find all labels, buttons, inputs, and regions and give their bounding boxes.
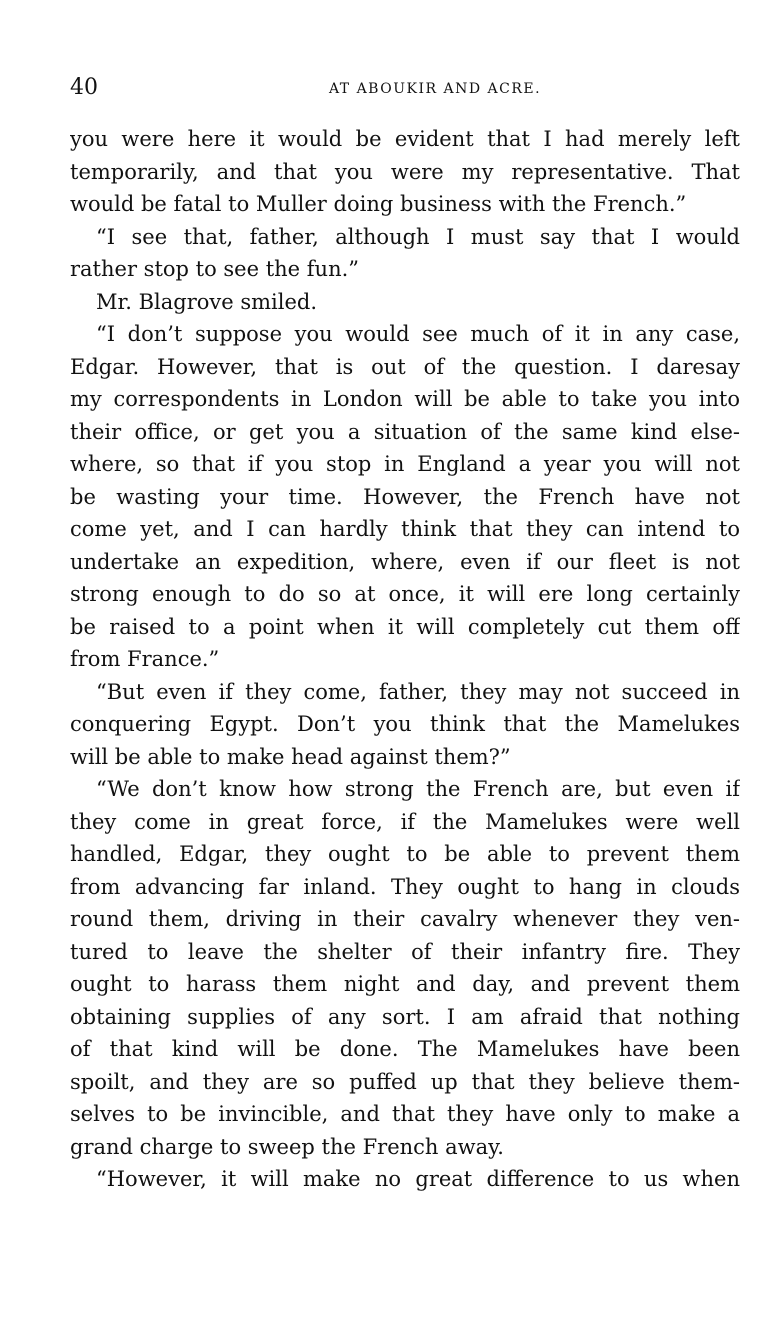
- text-line: my correspondents in London will be able to take you into: [70, 387, 740, 411]
- text-line: obtaining supplies of any sort. I am afraid that nothing: [70, 1004, 740, 1029]
- text-line: Mr. Blagrove smiled.: [96, 289, 318, 314]
- text-line: would be fatal to Muller doing business with the French.”: [70, 192, 687, 216]
- page-number: 40: [70, 75, 98, 100]
- text-line: Edgar. However, that is out of the question. I daresay: [70, 354, 740, 379]
- text-line: come yet, and I can hardly think that they can intend to: [70, 517, 740, 541]
- text-line: where, so that if you stop in England a year you will not: [70, 452, 740, 476]
- body-text: [70, 123, 740, 1196]
- text-line: round them, driving in their cavalry whenever they ven-: [70, 907, 740, 931]
- text-line: of that kind will be done. The Mamelukes have been: [70, 1037, 740, 1061]
- text-line: from advancing far inland. They ought to hang in clouds: [70, 874, 740, 899]
- text-line: handled, Edgar, they ought to be able to prevent them: [70, 842, 740, 866]
- text-line: rather stop to see the fun.”: [70, 257, 360, 281]
- text-line: grand charge to sweep the French away.: [70, 1134, 504, 1159]
- text-line: “However, it will make no great difference to us when: [96, 1167, 740, 1191]
- text-line: temporarily, and that you were my representative. That: [70, 159, 740, 184]
- running-title: AT ABOUKIR AND ACRE.: [328, 81, 542, 97]
- text-line: will be able to make head against them?”: [70, 744, 511, 769]
- text-line: “I don’t suppose you would see much of it in any case,: [96, 322, 740, 346]
- text-line: strong enough to do so at once, it will ere long certainly: [70, 582, 740, 606]
- text-line: undertake an expedition, where, even if our fleet is not: [70, 549, 740, 574]
- text-line: “But even if they come, father, they may not succeed in: [96, 679, 740, 704]
- text-line: be wasting your time. However, the French have not: [70, 484, 740, 509]
- text-line: selves to be invincible, and that they have only to make a: [70, 1102, 740, 1126]
- text-line: “We don’t know how strong the French are, but even if: [96, 777, 740, 801]
- text-line: be raised to a point when it will completely cut them off: [70, 614, 740, 639]
- text-line: tured to leave the shelter of their infantry fire. They: [70, 939, 740, 964]
- text-line: from France.”: [70, 647, 220, 671]
- text-line: conquering Egypt. Don’t you think that the Mamelukes: [70, 712, 740, 736]
- text-line: spoilt, and they are so puffed up that they believe them-: [70, 1069, 740, 1094]
- page-header: [70, 74, 740, 104]
- text-line: their office, or get you a situation of the same kind else-: [70, 419, 740, 444]
- text-line: you were here it would be evident that I had merely left: [70, 127, 740, 151]
- text-line: they come in great force, if the Mamelukes were well: [70, 809, 740, 834]
- text-line: ought to harass them night and day, and prevent them: [70, 972, 740, 996]
- text-line: “I see that, father, although I must say that I would: [96, 224, 740, 249]
